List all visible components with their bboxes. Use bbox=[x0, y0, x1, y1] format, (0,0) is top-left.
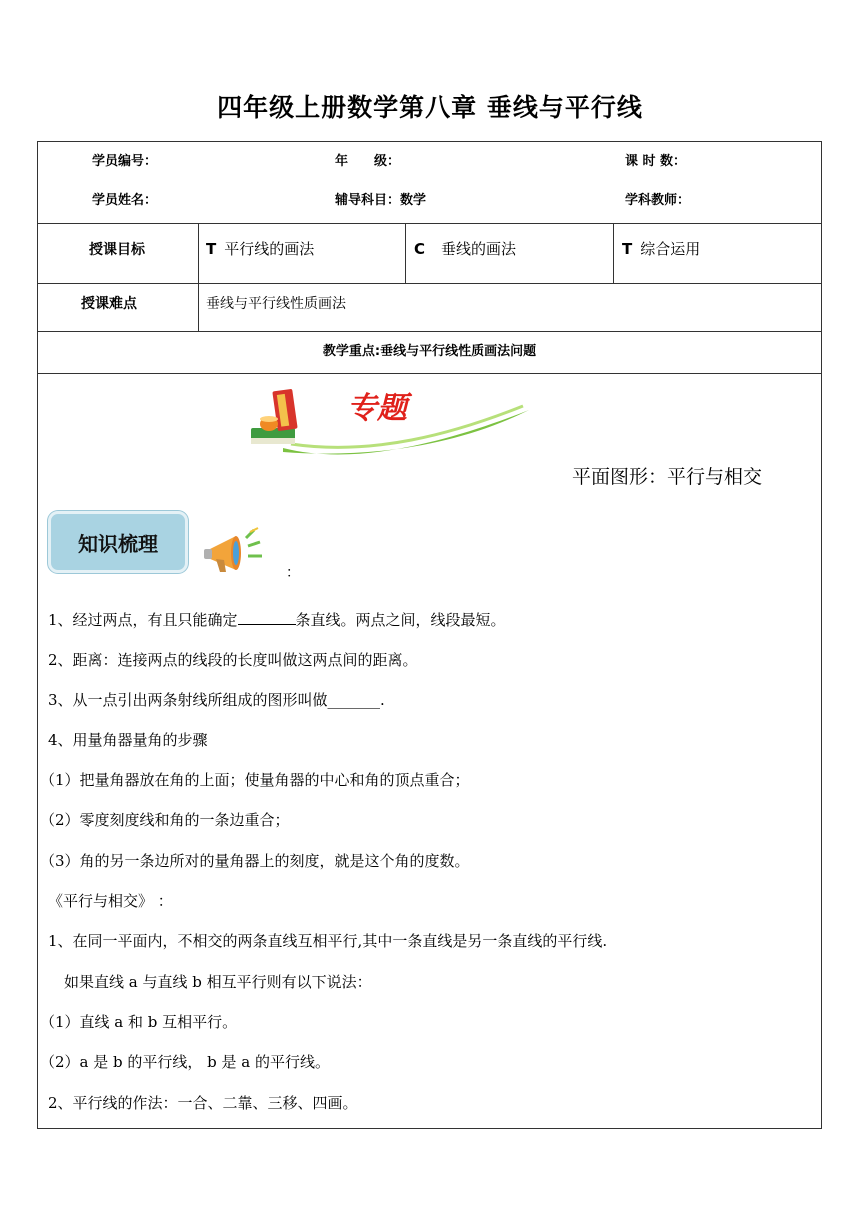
goal-text: 平行线的画法 bbox=[224, 240, 315, 258]
grade-label: 年 级： bbox=[335, 154, 401, 169]
goal-mark: C bbox=[414, 240, 426, 258]
teacher-label: 学科教师： bbox=[625, 193, 691, 208]
lesson-count-label: 课 时 数： bbox=[625, 154, 687, 169]
table-divider bbox=[38, 223, 821, 224]
content-text: 条直线。两点之间，线段最短。 bbox=[295, 611, 506, 629]
content-line: 1、在同一平面内，不相交的两条直线互相平行,其中一条直线是另一条直线的平行线. bbox=[48, 932, 608, 950]
goal-item bbox=[414, 238, 516, 259]
goal-item bbox=[206, 238, 314, 259]
content-line: 《平行与相交》 ： bbox=[48, 892, 173, 910]
teaching-focus: 教学重点:垂线与平行线性质画法问题 bbox=[322, 344, 537, 359]
difficulty-text: 垂线与平行线性质画法 bbox=[206, 296, 346, 312]
table-divider bbox=[38, 283, 821, 284]
content-line: （1）把量角器放在角的上面；使量角器的中心和角的顶点重合； bbox=[40, 771, 470, 789]
content-line bbox=[48, 689, 385, 710]
megaphone-icon bbox=[202, 526, 268, 578]
goals-label: 授课目标 bbox=[89, 242, 145, 258]
goal-item bbox=[622, 238, 700, 259]
goal-text: 垂线的画法 bbox=[441, 240, 517, 258]
content-line bbox=[48, 609, 506, 630]
content-line: 2、距离：连接两点的线段的长度叫做这两点间的距离。 bbox=[48, 651, 418, 669]
banner-text: 专题 bbox=[347, 391, 407, 426]
table-divider bbox=[198, 223, 199, 331]
goal-mark: T bbox=[622, 240, 633, 258]
page-title: 四年级上册数学第八章 垂线与平行线 bbox=[217, 93, 643, 122]
table-divider bbox=[405, 223, 406, 283]
table-divider bbox=[613, 223, 614, 283]
lesson-table bbox=[37, 141, 822, 1129]
table-divider bbox=[38, 373, 821, 374]
content-text: . bbox=[380, 691, 385, 709]
colon-text: ： bbox=[286, 565, 300, 581]
difficulty-label: 授课难点 bbox=[81, 296, 137, 312]
subject-label: 辅导科目：数学 bbox=[335, 193, 427, 208]
content-line: 如果直线 a 与直线 b 相互平行则有以下说法： bbox=[64, 973, 372, 991]
content-text: 1、经过两点，有且只能确定 bbox=[48, 611, 238, 629]
student-id-label: 学员编号： bbox=[92, 154, 158, 169]
goal-text: 综合运用 bbox=[640, 240, 701, 258]
content-line: （2）a 是 b 的平行线， b 是 a 的平行线。 bbox=[40, 1053, 331, 1071]
goal-mark: T bbox=[206, 240, 217, 258]
answer-blank: _______ bbox=[327, 691, 381, 709]
content-line: （1）直线 a 和 b 互相平行。 bbox=[40, 1013, 238, 1031]
content-text: 3、从一点引出两条射线所组成的图形叫做 bbox=[48, 691, 328, 709]
content-line: （2）零度刻度线和角的一条边重合； bbox=[40, 811, 290, 829]
student-name-label: 学员姓名： bbox=[92, 193, 158, 208]
topic-title: 平面图形：平行与相交 bbox=[572, 466, 763, 488]
answer-blank bbox=[238, 624, 296, 625]
table-divider bbox=[38, 331, 821, 332]
knowledge-box: 知识梳理 bbox=[48, 511, 188, 573]
content-line: （3）角的另一条边所对的量角器上的刻度，就是这个角的度数。 bbox=[40, 852, 470, 870]
content-line: 2、平行线的作法：一合、二靠、三移、四画。 bbox=[48, 1094, 358, 1112]
content-line: 4、用量角器量角的步骤 bbox=[48, 731, 208, 749]
topic-banner bbox=[243, 386, 533, 468]
